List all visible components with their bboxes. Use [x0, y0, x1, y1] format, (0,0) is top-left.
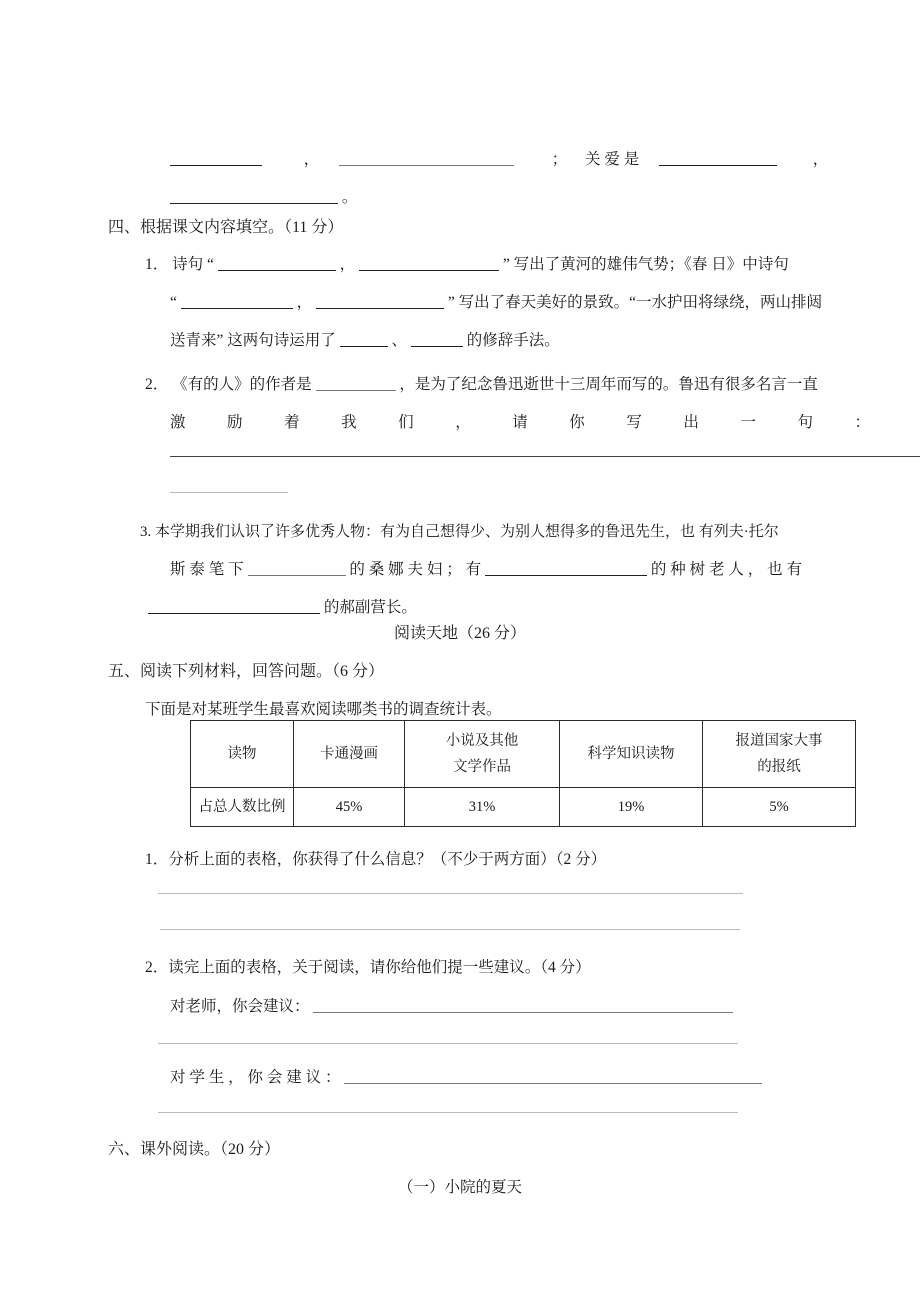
q3-text-e: 的郝副营长。	[323, 599, 417, 616]
blank-carry-2[interactable]	[339, 150, 514, 167]
q1-text-a: 诗句 “	[172, 256, 214, 273]
section-5-intro: 下面是对某班学生最喜欢阅读哪类书的调查统计表。	[145, 701, 502, 718]
q2-text-b: ，是为了纪念鲁迅逝世十三周年而写的。鲁迅有很多名言一直	[399, 376, 818, 393]
table-cell-row-label-1: 占总人数比例	[191, 788, 294, 827]
carryover-semicolon: ；	[551, 151, 568, 168]
table-cell-value-1: 31%	[405, 788, 560, 827]
q3-text-d: 的 种 树 老 人 ， 也 有	[650, 561, 803, 578]
blank-q3-2[interactable]	[485, 560, 647, 577]
table-cell-category-2: 科学知识读物	[560, 721, 703, 788]
q3-number: 3.	[140, 524, 152, 540]
q1-text-f: 的修辞手法。	[466, 332, 560, 349]
blank-q1-3[interactable]	[181, 293, 293, 310]
table-data-row	[191, 788, 856, 827]
section4-q3-line1	[140, 512, 779, 552]
q3-text-b: 斯 泰 笔 下	[170, 561, 244, 578]
blank-carry-4[interactable]	[170, 188, 338, 205]
q2-text-a: 《有的人》的作者是	[172, 376, 312, 393]
q1-number: 1．	[145, 256, 169, 273]
answer-rule-s5q1-2[interactable]	[160, 929, 740, 930]
blank-q1-5[interactable]	[340, 331, 388, 348]
q3-text-a: 本学期我们认识了许多优秀人物：有为自己想得少、为别人想得多的鲁迅先生，也 有列夫·托尔	[155, 524, 779, 540]
blank-student-advice[interactable]	[344, 1068, 762, 1085]
passage-title: （一）小院的夏天	[397, 1179, 522, 1196]
q1-text-c: ” 写出了黄河的雄伟气势；《春 日》中诗句	[502, 256, 789, 273]
blank-q2-1[interactable]	[316, 375, 396, 392]
section4-q1-line1	[145, 245, 789, 285]
blank-carry-1[interactable]	[170, 150, 262, 167]
table-cell-category-3-line1: 报道国家大事	[735, 733, 823, 749]
section4-q1-line2	[170, 283, 822, 323]
carryover-comma-b: ，	[812, 151, 829, 168]
section-4-heading: 四、根据课文内容填空。（11 分）	[108, 219, 344, 236]
table-cell-category-1-line1: 小说及其他	[445, 733, 519, 749]
table-cell-category-3	[703, 721, 856, 788]
q1-quote-open: “	[170, 294, 177, 311]
section4-q2-line1	[145, 365, 818, 405]
q1-text-d: ” 写出了春天美好的景致。“一水护田将绿绕，两山排闼	[447, 294, 823, 311]
blank-carry-3[interactable]	[659, 150, 777, 167]
section4-q1-line3	[170, 321, 560, 361]
blank-q3-3[interactable]	[148, 598, 320, 615]
table-cell-category-1-line2: 文学作品	[453, 759, 511, 775]
table-cell-row-label-0: 读物	[191, 721, 294, 788]
table-header-row	[191, 721, 856, 788]
q1-dunhao: 、	[391, 332, 408, 349]
table-cell-value-3: 5%	[703, 788, 856, 827]
answer-rule-student-2[interactable]	[158, 1112, 738, 1113]
section-5-heading: 五、阅读下列材料，回答问题。（6 分）	[108, 663, 385, 680]
section5-q2: 2．读完上面的表格，关于阅读，请你给他们提一些建议。（4 分）	[145, 959, 591, 976]
section-6-heading: 六、课外阅读。（20 分）	[108, 1141, 281, 1158]
student-advice-label: 对 学 生 ， 你 会 建 议 ：	[170, 1069, 341, 1086]
section5-teacher-line	[170, 987, 733, 1027]
section4-q2-line2: 激 励 着 我 们 ， 请 你 写 出 一 句 ：	[170, 414, 870, 431]
answer-rule-s5q1-1[interactable]	[158, 893, 743, 894]
section4-q3-line2	[170, 550, 802, 590]
table-cell-value-2: 19%	[560, 788, 703, 827]
reading-section-banner: 阅读天地（26 分）	[393, 625, 526, 642]
blank-q1-1[interactable]	[218, 255, 336, 272]
carryover-line-1	[170, 140, 828, 180]
blank-q1-6[interactable]	[411, 331, 463, 348]
carryover-phrase-guanai: 关 爱 是	[585, 151, 640, 168]
section5-q1: 1．分析上面的表格，你获得了什么信息？（不少于两方面）（2 分）	[145, 851, 607, 868]
q1-text-b: ，	[339, 256, 356, 273]
blank-q1-4[interactable]	[316, 293, 444, 310]
q2-number: 2．	[145, 376, 169, 393]
q1-text-e: 送青来” 这两句诗运用了	[170, 332, 336, 349]
blank-teacher-advice[interactable]	[313, 997, 733, 1014]
table-cell-value-0: 45%	[294, 788, 405, 827]
carryover-comma-a: ，	[303, 151, 320, 168]
answer-rule-q2-1[interactable]	[170, 456, 920, 457]
q1-comma-2: ，	[296, 294, 313, 311]
table-cell-category-0: 卡通漫画	[294, 721, 405, 788]
teacher-advice-label: 对老师，你会建议：	[170, 998, 310, 1015]
answer-rule-q2-2[interactable]	[170, 492, 288, 493]
reading-survey-table	[190, 720, 856, 827]
table-cell-category-1	[405, 721, 560, 788]
table-cell-category-3-line2: 的报纸	[757, 759, 801, 775]
answer-rule-teacher-2[interactable]	[158, 1043, 738, 1044]
carryover-period: 。	[341, 189, 358, 206]
blank-q3-1[interactable]	[248, 560, 346, 577]
q3-text-c: 的 桑 娜 夫 妇 ； 有	[349, 561, 482, 578]
blank-q1-2[interactable]	[359, 255, 499, 272]
section5-student-line	[170, 1058, 762, 1098]
